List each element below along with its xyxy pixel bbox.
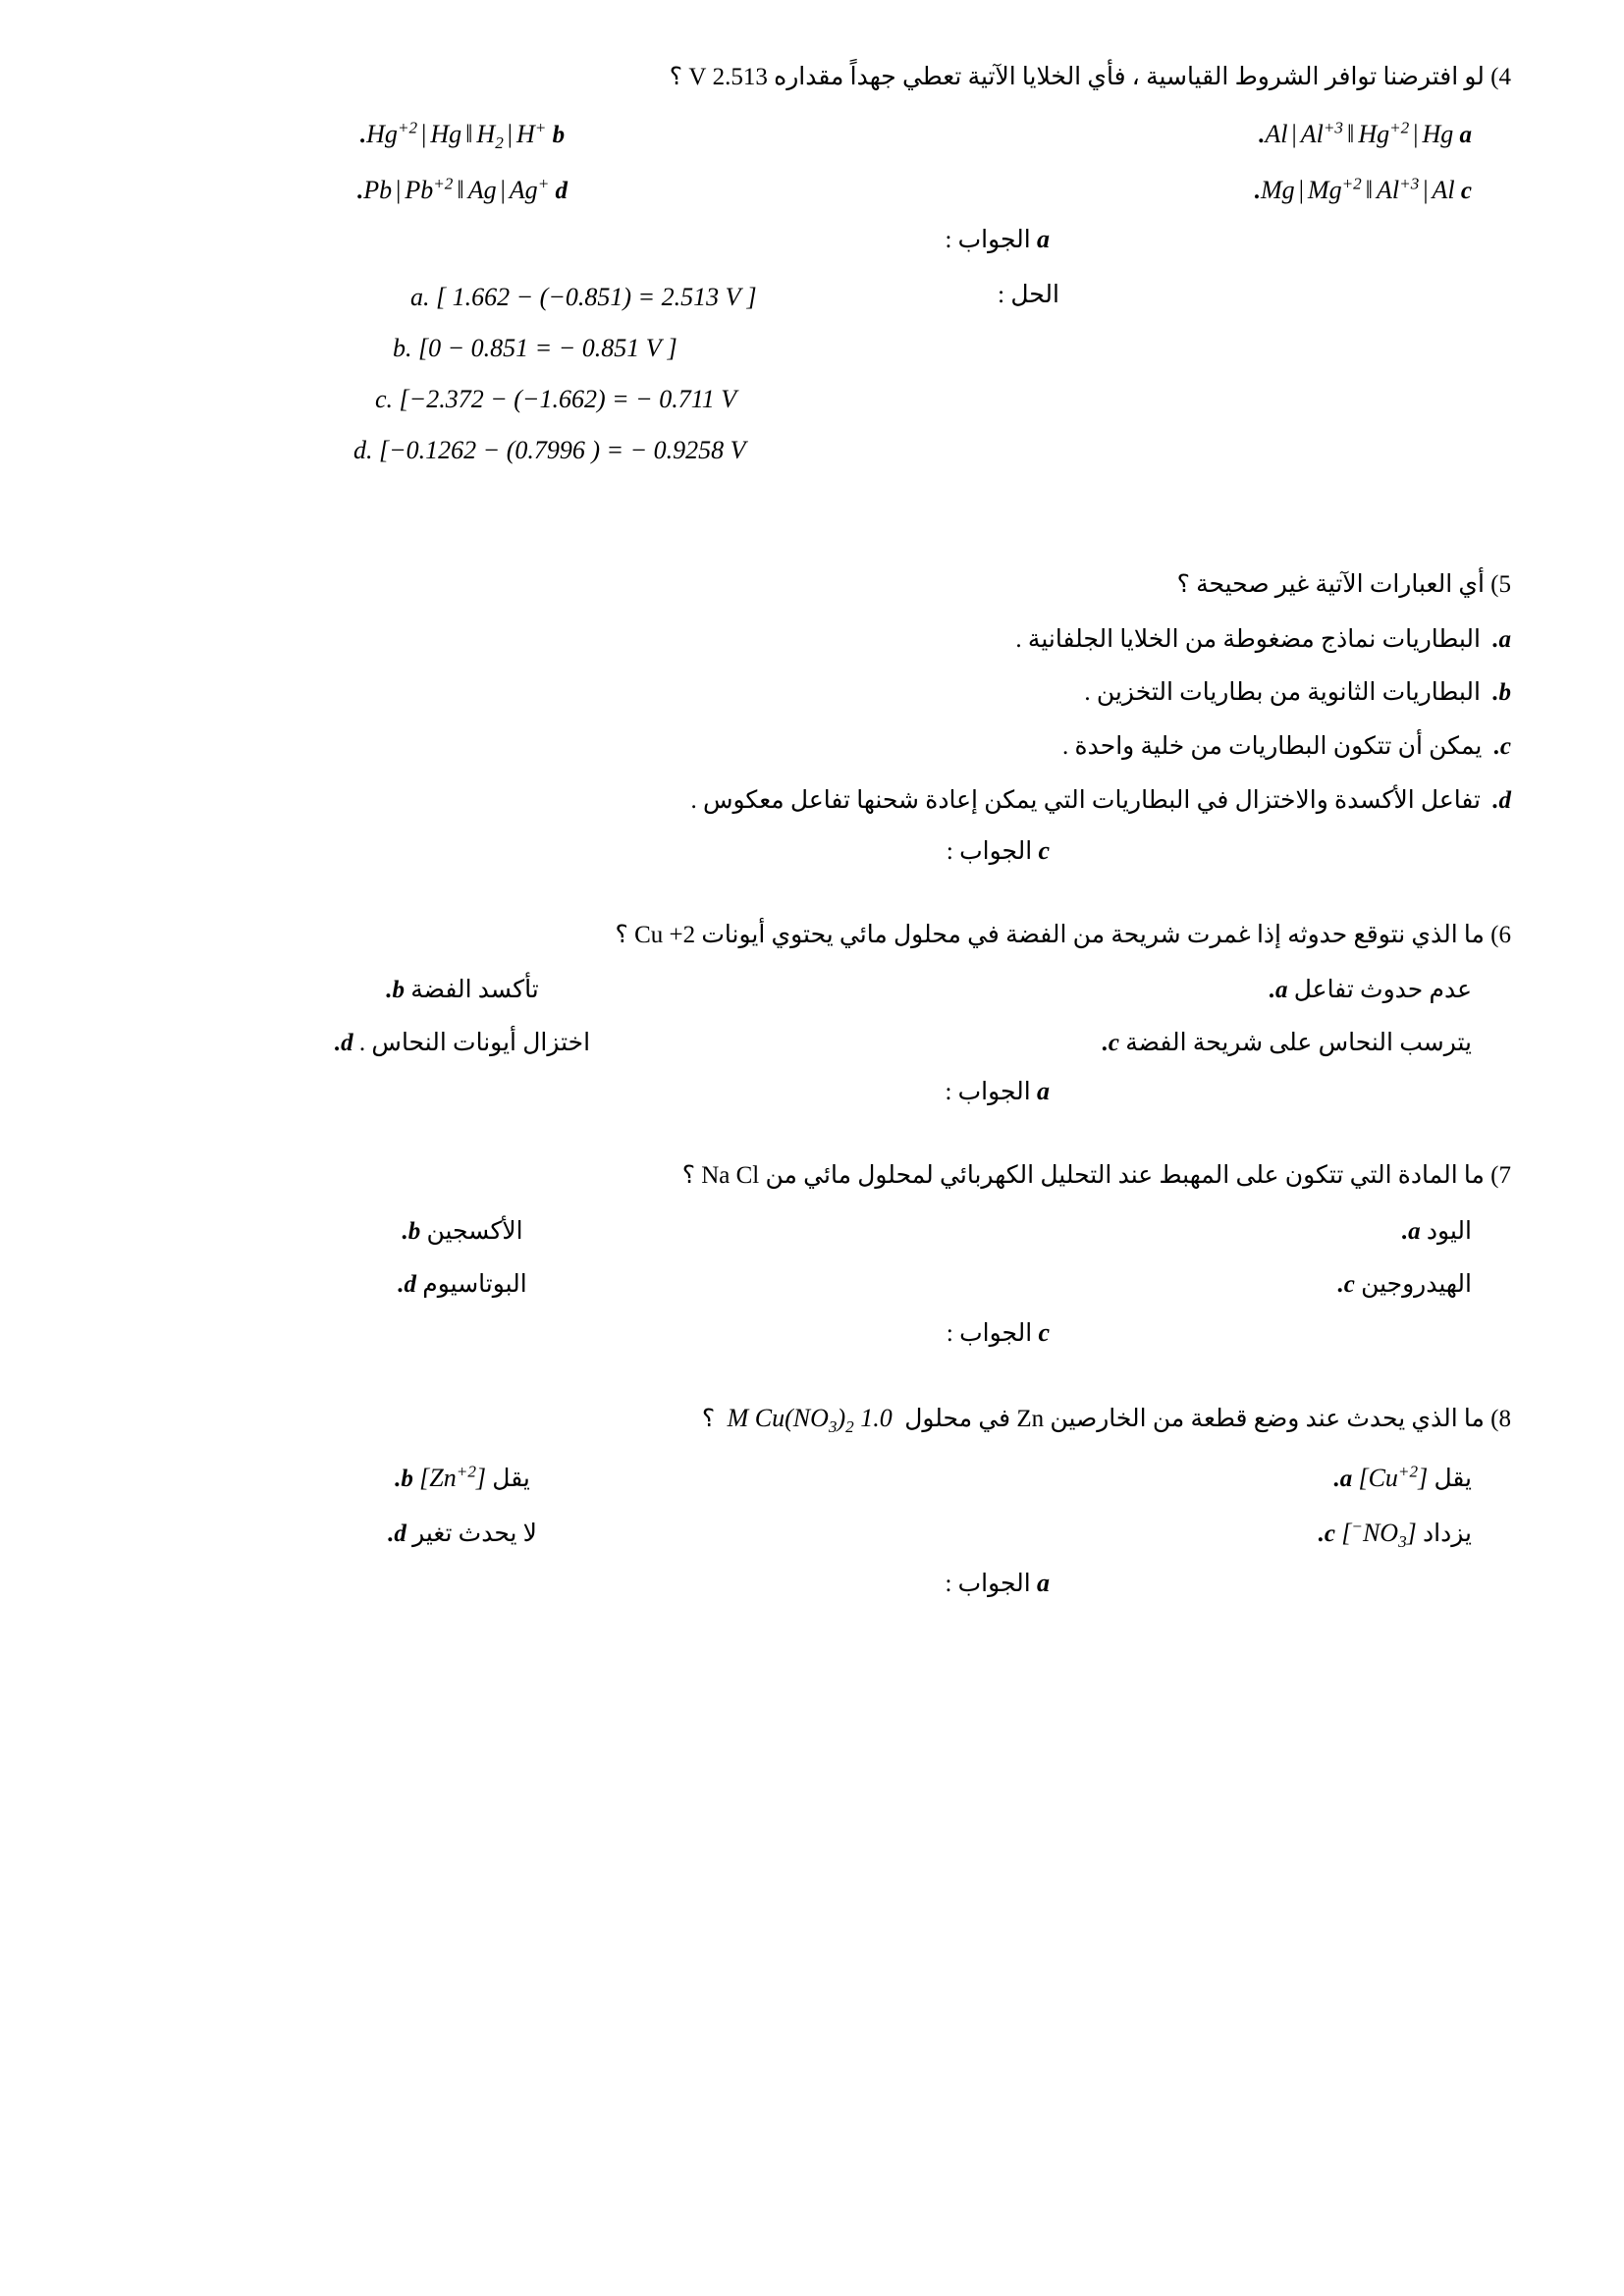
option-text-5-a: البطاريات نماذج مضغوطة من الخلايا الجلفانية . (1015, 625, 1481, 653)
option-row-6-ab (113, 971, 1511, 1010)
answer-value-8: a (1037, 1569, 1050, 1598)
option-text-6-b: تأكسد الفضة (410, 977, 539, 1004)
answer-line-6 (113, 1077, 1511, 1106)
question-stem-5: 5) أي العبارات الآتية غير صحيحة ؟ (1176, 571, 1511, 599)
option-text-5-c: يمكن أن تتكون البطاريات من خلية واحدة . (1062, 733, 1483, 761)
question-block-7 (113, 1157, 1511, 1348)
option-8-d[interactable] (113, 1515, 812, 1554)
option-4-d[interactable]: Pb | $Pb^{+2}$ ‖ Ag | Ag+ d. (356, 174, 568, 205)
question-stem-8-text: 8) ما الذي يحدث عند وضع قطعة من الخارصين Zn في محلول (892, 1405, 1511, 1432)
option-row-4-cd (113, 170, 1511, 211)
question-block-8 (113, 1399, 1511, 1599)
answer-line-5 (113, 836, 1511, 866)
option-7-b[interactable] (113, 1212, 812, 1252)
question-block-5 (113, 566, 1511, 866)
option-label-6-d: d. (334, 1030, 353, 1057)
option-text-6-d: اختزال أيونات النحاس . (358, 1030, 591, 1057)
option-label-7-a: a. (1401, 1217, 1421, 1245)
option-4-a[interactable]: Al | $Al^{+3}$ ‖ $Hg^{+2}$ | Hg a. (1259, 117, 1472, 148)
question-stem-8: 8) ما الذي يحدث عند وضع قطعة من الخارصين Zn في محلول 1.0 M $Cu(NO_3)_2$ ؟ (701, 1403, 1511, 1436)
answer-line-8 (113, 1569, 1511, 1598)
answer-label-5: الجواب : (946, 837, 1033, 865)
option-text-7-d: البوتاسيوم (422, 1270, 527, 1298)
option-row-8-ab (113, 1458, 1511, 1499)
question-block-4 (113, 59, 1511, 476)
option-4-b[interactable]: $Hg^{+2}$ | Hg ‖ $H_2$ | H+ b. (359, 117, 566, 152)
answer-value-5: c (1038, 835, 1050, 865)
option-label-8-a: a. (1333, 1465, 1353, 1492)
option-8-c[interactable]: يزداد $[NO_3^-]$ c. (1318, 1516, 1472, 1551)
answer-label-8: الجواب : (945, 1571, 1031, 1598)
question-stem-8-formula: 1.0 M $Cu(NO_3)_2$ (727, 1403, 893, 1436)
question-block-6 (113, 917, 1511, 1107)
option-label-7-b: b. (402, 1217, 421, 1245)
question-stem-4: 4) لو افترضنا توافر الشروط القياسية ، فأي الخلايا الآتية تعطي جهداً مقداره 2.513 V ؟ (669, 64, 1511, 90)
answer-value-7: c (1038, 1317, 1050, 1347)
option-5-d[interactable] (113, 782, 1511, 821)
option-label-8-d: d. (388, 1520, 406, 1547)
option-text-5-b: البطاريات الثانوية من بطاريات التخزين . (1084, 679, 1481, 707)
option-label-4-c: c. (1254, 178, 1472, 205)
solution-line-b: b. [0 − 0.851 = − 0.851 V ] (393, 334, 677, 363)
option-label-6-b: b. (386, 977, 406, 1004)
answer-line-7 (113, 1318, 1511, 1348)
spacer (113, 1106, 1511, 1157)
option-label-4-a: a. (1259, 121, 1472, 148)
option-7-a[interactable] (812, 1212, 1511, 1252)
option-label-5-c: c. (1493, 733, 1511, 761)
option-row-4-ab (113, 114, 1511, 157)
option-text-8-d: لا يحدث تغير (412, 1520, 537, 1547)
option-label-4-b: b. (359, 121, 566, 148)
option-text-8-c: يزداد (1416, 1520, 1472, 1547)
option-label-6-a: a. (1269, 977, 1288, 1004)
spacer (113, 1348, 1511, 1399)
option-label-5-d: d. (1492, 786, 1511, 814)
option-label-8-c: c. (1318, 1520, 1335, 1547)
option-label-5-a: a. (1492, 625, 1511, 653)
option-5-c[interactable] (113, 728, 1511, 767)
option-row-7-ab (113, 1212, 1511, 1252)
solution-lines-4 (113, 272, 1511, 476)
option-6-d[interactable] (113, 1024, 812, 1063)
option-label-5-b: b. (1492, 679, 1511, 707)
question-stem-7: 7) ما المادة التي تتكون على المهبط عند التحليل الكهربائي لمحلول مائي من Na Cl ؟ (681, 1162, 1511, 1190)
question-stem-6: 6) ما الذي نتوقع حدوثه إذا غمرت شريحة من الفضة في محلول مائي يحتوي أيونات Cu +2 ؟ (615, 921, 1511, 948)
option-row-8-cd (113, 1513, 1511, 1556)
answer-label-7: الجواب : (946, 1319, 1033, 1347)
option-row-6-cd (113, 1024, 1511, 1063)
option-text-8-a: يقل (1428, 1465, 1472, 1492)
answer-label-4: الجواب : (945, 227, 1031, 254)
solution-line-a: a. [ 1.662 − (−0.851) = 2.513 V ] (410, 283, 757, 312)
option-8-b[interactable]: يقل $[Zn^{+2}]$ b. (395, 1461, 530, 1492)
option-4-c[interactable]: Mg | $Mg^{+2}$ ‖ $Al^{+3}$ | Al c. (1254, 174, 1472, 205)
answer-line-4 (113, 225, 1511, 254)
option-6-c[interactable] (812, 1024, 1511, 1063)
option-text-6-a: عدم حدوث تفاعل (1293, 977, 1472, 1004)
option-text-8-b: يقل (486, 1465, 530, 1492)
option-list-5 (113, 621, 1511, 821)
option-6-a[interactable] (812, 971, 1511, 1010)
answer-value-4: a (1037, 225, 1050, 254)
answer-value-6: a (1037, 1077, 1050, 1106)
option-text-5-d: تفاعل الأكسدة والاختزال في البطاريات التي يمكن إعادة شحنها تفاعل معكوس . (690, 786, 1481, 814)
option-text-7-c: الهيدروجين (1361, 1270, 1472, 1298)
solution-block-4 (113, 272, 1511, 476)
solution-line-d: d. [−0.1262 − (0.7996 ) = − 0.9258 V (353, 436, 746, 465)
option-label-7-c: c. (1337, 1270, 1355, 1298)
option-5-b[interactable] (113, 674, 1511, 713)
option-text-7-a: اليود (1426, 1217, 1472, 1245)
option-label-7-d: d. (398, 1270, 416, 1298)
spacer (113, 866, 1511, 917)
answer-label-6: الجواب : (945, 1079, 1031, 1106)
option-row-7-cd (113, 1265, 1511, 1305)
option-text-6-c: يترسب النحاس على شريحة الفضة (1125, 1030, 1472, 1057)
option-8-a[interactable]: يقل $[Cu^{+2}]$ a. (1333, 1461, 1472, 1492)
option-label-8-b: b. (395, 1465, 413, 1492)
option-6-b[interactable] (113, 971, 812, 1010)
option-label-4-d: d. (356, 178, 568, 205)
option-7-d[interactable] (113, 1265, 812, 1305)
spacer (113, 476, 1511, 566)
option-7-c[interactable] (812, 1265, 1511, 1305)
option-text-7-b: الأكسجين (426, 1217, 523, 1245)
option-5-a[interactable] (113, 621, 1511, 660)
option-label-6-c: c. (1102, 1030, 1120, 1057)
solution-label-4: الحل : (998, 282, 1059, 309)
solution-line-c: c. [−2.372 − (−1.662) = − 0.711 V (375, 385, 737, 414)
